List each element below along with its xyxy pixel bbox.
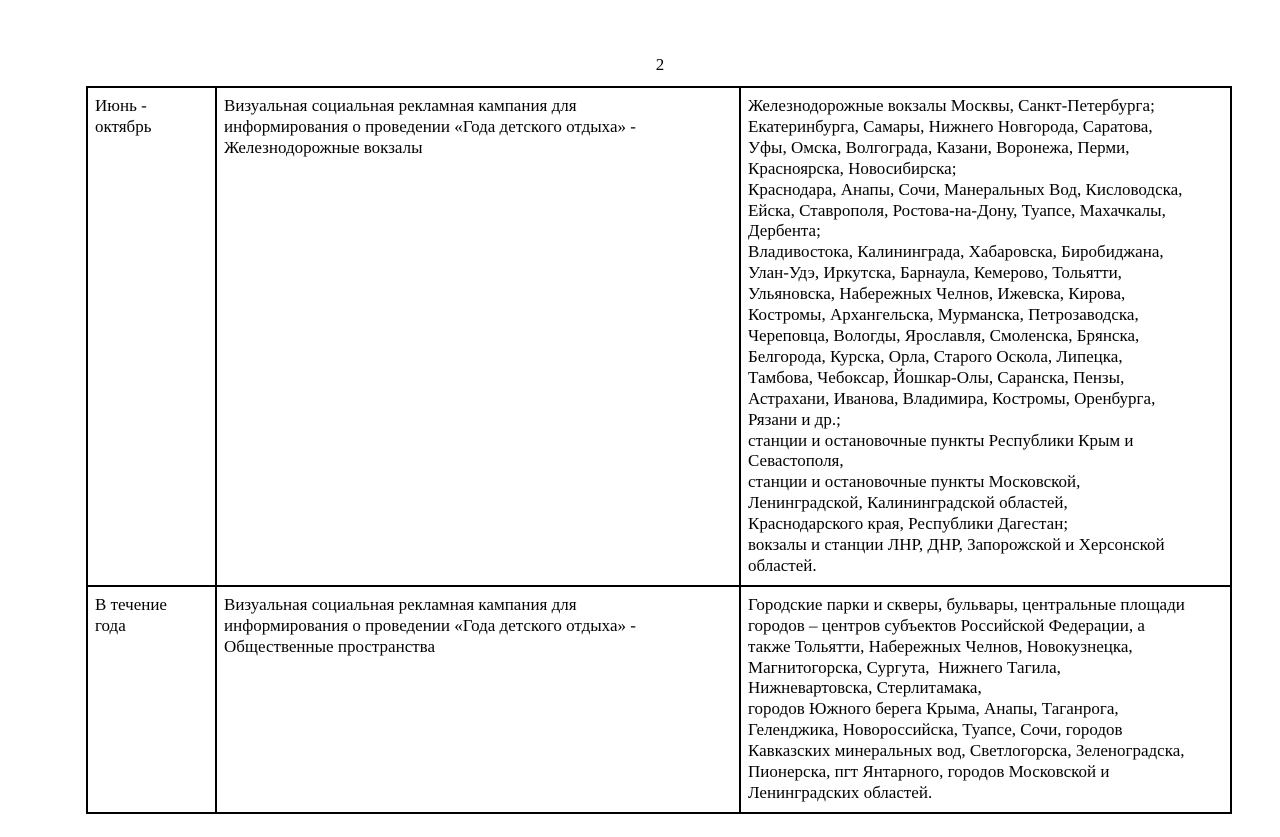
locations-line: Владивостока, Калининграда, Хабаровска, Биробиджана,: [748, 242, 1164, 262]
locations-line: областей.: [748, 555, 817, 575]
locations-line: Кавказских минеральных вод, Светлогорска, Зеленоградска,: [748, 741, 1185, 761]
locations-line: Краснодара, Анапы, Сочи, Манеральных Вод, Кисловодска,: [748, 179, 1183, 199]
description-cell: [216, 87, 740, 586]
locations-line: Ленинградских областей.: [748, 783, 933, 802]
locations-line: Екатеринбурга, Самары, Нижнего Новгорода, Саратова,: [748, 116, 1153, 136]
locations-line: Белгорода, Курска, Орла, Старого Оскола, Липецка,: [748, 346, 1123, 366]
description-text: Визуальная социальная рекламная кампания для информирования о проведении «Года детского отдыха» - Общественные пространства: [224, 594, 636, 656]
locations-line: Дербента;: [748, 221, 821, 241]
locations-line: Улан-Удэ, Иркутска, Барнаула, Кемерово, Тольятти,: [748, 263, 1122, 283]
locations-line: Астрахани, Иванова, Владимира, Костромы, Оренбурга,: [748, 388, 1156, 408]
locations-line: городов Южного берега Крыма, Анапы, Таганрога,: [748, 699, 1119, 719]
page-number: 2: [655, 55, 665, 74]
locations-line: Геленджика, Новороссийска, Туапсе, Сочи, городов: [748, 720, 1123, 740]
locations-line: городов – центров субъектов Российской Федерации, а: [748, 615, 1145, 635]
locations-line: Ульяновска, Набережных Челнов, Ижевска, Кирова,: [748, 284, 1126, 304]
locations-line: Севастополя,: [748, 451, 844, 471]
locations-line: вокзалы и станции ЛНР, ДНР, Запорожской и Херсонской: [748, 535, 1165, 555]
locations-cell: [740, 586, 1231, 813]
locations-line: Ленинградской, Калининградской областей,: [748, 493, 1068, 513]
locations-line: Ейска, Ставрополя, Ростова-на-Дону, Туапсе, Махачкалы,: [748, 200, 1166, 220]
table-body: [87, 87, 1231, 813]
locations-line: также Тольятти, Набережных Челнов, Новокузнецка,: [748, 636, 1133, 656]
locations-line: Магнитогорска, Сургута, Нижнего Тагила,: [748, 657, 1061, 677]
locations-line: Городские парки и скверы, бульвары, центральные площади: [748, 594, 1185, 614]
locations-line: станции и остановочные пункты Республики Крым и: [748, 430, 1134, 450]
locations-line: Череповца, Вологды, Ярославля, Смоленска, Брянска,: [748, 325, 1140, 345]
period-text: В течение года: [95, 594, 167, 635]
locations-line: Нижневартовска, Стерлитамака,: [748, 678, 982, 698]
table-row: [87, 586, 1231, 813]
period-text: Июнь - октябрь: [95, 96, 152, 136]
locations-line: Рязани и др.;: [748, 409, 841, 429]
description-text: Визуальная социальная рекламная кампания для информирования о проведении «Года детского отдыха» - Железнодорожные вокзалы: [224, 96, 636, 157]
description-cell: [216, 586, 740, 813]
locations-line: станции и остановочные пункты Московской,: [748, 472, 1081, 492]
locations-line: Красноярска, Новосибирска;: [748, 158, 957, 178]
locations-line: Тамбова, Чебоксар, Йошкар-Олы, Саранска, Пензы,: [748, 367, 1125, 387]
locations-line: Пионерска, пгт Янтарного, городов Московской и: [748, 762, 1110, 782]
table-row: [87, 87, 1231, 586]
period-cell: [87, 87, 216, 586]
locations-line: Краснодарского края, Республики Дагестан;: [748, 514, 1069, 534]
locations-line: Уфы, Омска, Волгограда, Казани, Воронежа, Перми,: [748, 137, 1130, 157]
period-cell: [87, 586, 216, 813]
locations-line: Железнодорожные вокзалы Москвы, Санкт-Петербурга;: [748, 96, 1155, 115]
locations-cell: [740, 87, 1231, 586]
locations-line: Костромы, Архангельска, Мурманска, Петрозаводска,: [748, 305, 1139, 325]
campaign-table: [86, 86, 1232, 814]
